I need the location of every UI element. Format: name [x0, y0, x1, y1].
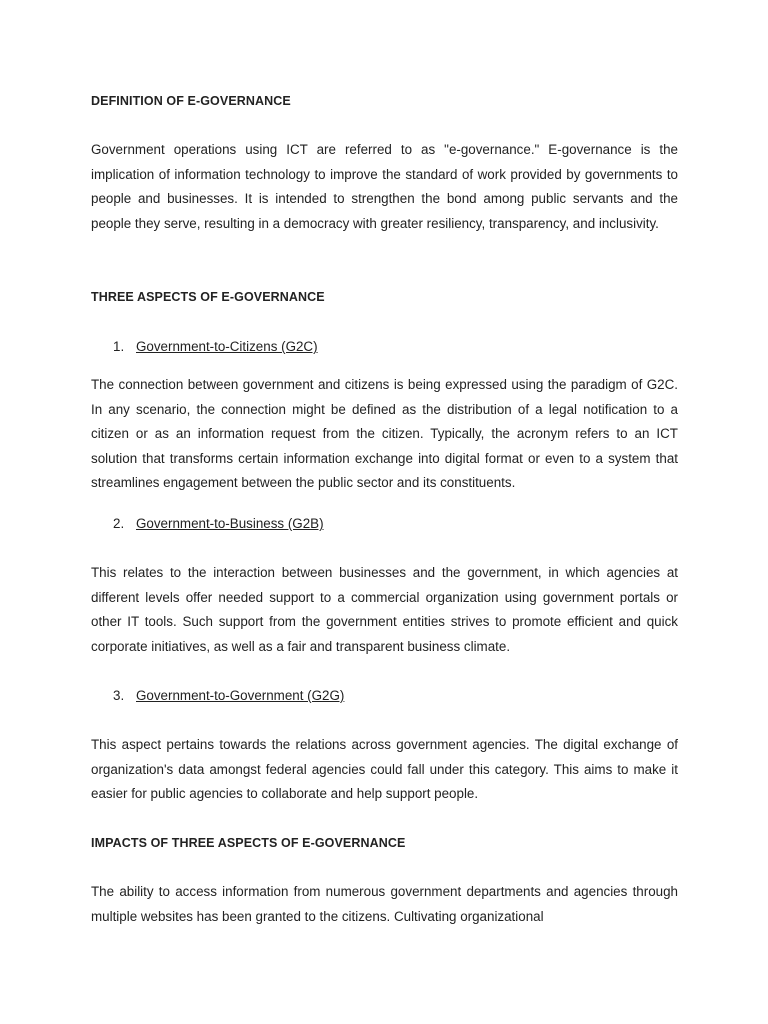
- list-item-g2c: [113, 339, 318, 354]
- list-number: 1.: [113, 339, 125, 354]
- impacts-heading: IMPACTS OF THREE ASPECTS OF E-GOVERNANCE: [91, 836, 406, 850]
- list-title-g2b: Government-to-Business (G2B): [136, 516, 324, 531]
- list-item-g2g: [113, 688, 344, 703]
- g2b-paragraph: This relates to the interaction between businesses and the government, in which agencies at different levels offer needed support to a commercial organization using government portals or other IT tools. Such support from the government entities strives to promote efficient and quick corporate initiatives, as well as a fair and transparent business climate.: [91, 565, 678, 654]
- list-number: 3.: [113, 688, 125, 703]
- impacts-paragraph: The ability to access information from numerous government departments and agencies through multiple websites has been granted to the citizens. Cultivating organizational: [91, 884, 678, 924]
- aspects-heading: THREE ASPECTS OF E-GOVERNANCE: [91, 290, 325, 304]
- definition-paragraph: Government operations using ICT are referred to as "e-governance." E-governance is the implication of information technology to improve the standard of work provided by governments to people and businesses. It is intended to strengthen the bond among public servants and the people they serve, resulting in a democracy with greater resiliency, transparency, and inclusivity.: [91, 142, 678, 231]
- list-number: 2.: [113, 516, 125, 531]
- definition-heading: DEFINITION OF E-GOVERNANCE: [91, 94, 291, 108]
- g2c-paragraph: The connection between government and citizens is being expressed using the paradigm of G2C. In any scenario, the connection might be defined as the distribution of a legal notification to a citizen or as an information request from the citizen. Typically, the acronym refers to an ICT solution that transforms certain information exchange into digital format or even to a system that streamlines engagement between the public sector and its constituents.: [91, 377, 678, 490]
- list-item-g2b: [113, 516, 324, 531]
- list-title-g2c: Government-to-Citizens (G2C): [136, 339, 318, 354]
- list-title-g2g: Government-to-Government (G2G): [136, 688, 345, 703]
- g2g-paragraph: This aspect pertains towards the relations across government agencies. The digital exchange of organization's data amongst federal agencies could fall under this category. This aims to make it easier for public agencies to collaborate and help support people.: [91, 737, 678, 801]
